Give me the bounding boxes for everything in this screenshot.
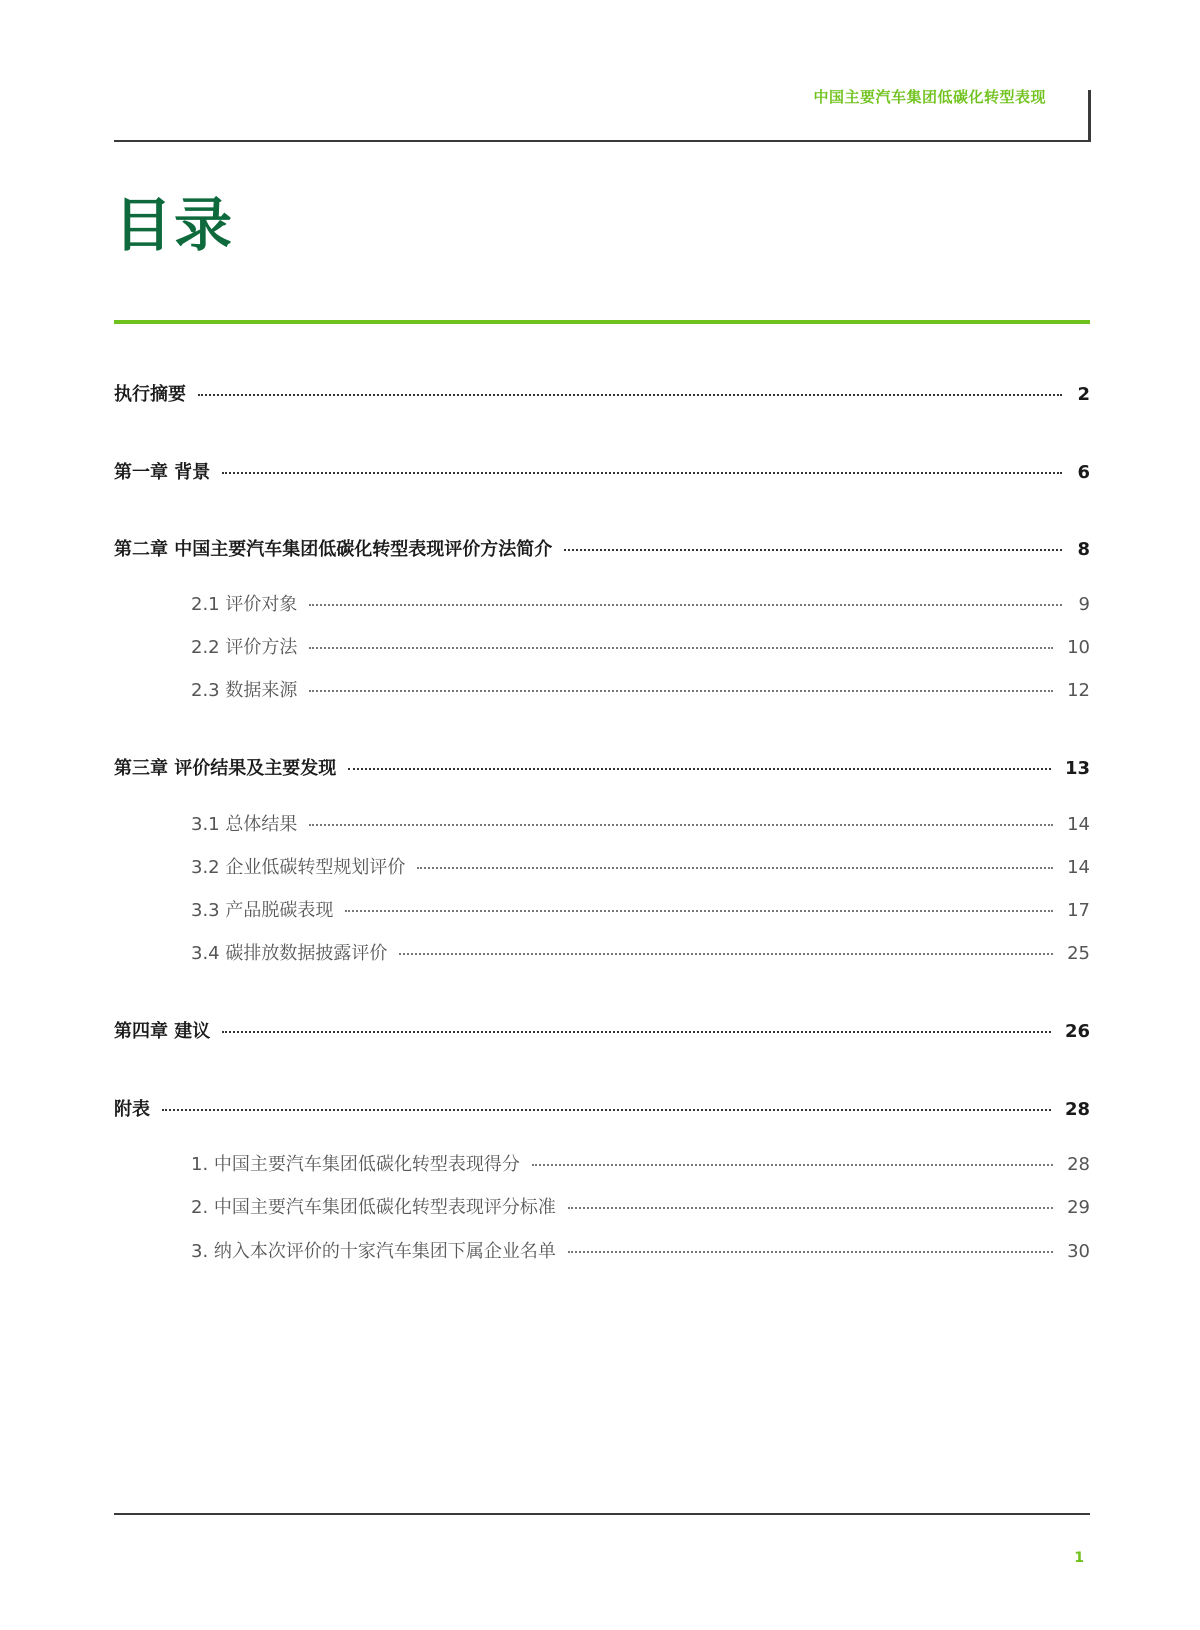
- toc-entry-label: 执行摘要: [114, 384, 186, 405]
- toc-leader-dots: [568, 1206, 1053, 1209]
- toc-entry-page: 8: [1077, 539, 1090, 560]
- toc-leader-dots: [417, 866, 1053, 869]
- toc-leader-dots: [345, 909, 1053, 912]
- toc-entry-label: 第二章 中国主要汽车集团低碳化转型表现评价方法简介: [114, 539, 553, 560]
- toc-entry-page: 2: [1077, 384, 1090, 405]
- toc-entry-executive-summary[interactable]: [114, 380, 1090, 406]
- toc-entry-label: 附表: [114, 1099, 150, 1120]
- page-title: 目录: [114, 191, 235, 259]
- toc-leader-dots: [222, 471, 1062, 474]
- toc-entry-label: 3.2 企业低碳转型规划评价: [191, 857, 406, 878]
- toc-entry-section-3-1[interactable]: [114, 810, 1090, 836]
- toc-entry-label: 第四章 建议: [114, 1021, 211, 1042]
- toc-leader-dots: [309, 603, 1062, 606]
- toc-entry-appendix[interactable]: [114, 1095, 1090, 1121]
- toc-leader-dots: [309, 646, 1053, 649]
- toc-entry-appendix-1[interactable]: [114, 1150, 1090, 1176]
- toc-entry-page: 17: [1067, 900, 1090, 921]
- toc-entry-label: 2.2 评价方法: [191, 637, 298, 658]
- toc-entry-appendix-2[interactable]: [114, 1193, 1090, 1219]
- toc-entry-label: 第三章 评价结果及主要发现: [114, 758, 337, 779]
- title-underline: [114, 320, 1090, 324]
- toc-entry-page: 9: [1078, 594, 1090, 615]
- toc-entry-label: 第一章 背景: [114, 462, 211, 483]
- toc-entry-section-2-3[interactable]: [114, 676, 1090, 702]
- toc-leader-dots: [348, 767, 1051, 770]
- header-rule: [114, 140, 1091, 142]
- toc-leader-dots: [564, 548, 1062, 551]
- toc-entry-page: 10: [1067, 637, 1090, 658]
- report-running-title: 中国主要汽车集团低碳化转型表现: [813, 88, 1046, 106]
- toc-entry-chapter-4[interactable]: [114, 1017, 1090, 1043]
- toc-entry-page: 25: [1067, 943, 1090, 964]
- toc-leader-dots: [309, 823, 1053, 826]
- toc-entry-page: 14: [1067, 857, 1090, 878]
- toc-entry-page: 6: [1077, 462, 1090, 483]
- toc-entry-section-3-2[interactable]: [114, 853, 1090, 879]
- toc-entry-label: 2.3 数据来源: [191, 680, 298, 701]
- toc-entry-page: 12: [1067, 680, 1090, 701]
- toc-entry-appendix-3[interactable]: [114, 1237, 1090, 1263]
- toc-entry-section-3-4[interactable]: [114, 939, 1090, 965]
- toc-leader-dots: [309, 689, 1053, 692]
- toc-entry-label: 3. 纳入本次评价的十家汽车集团下属企业名单: [191, 1241, 556, 1262]
- toc-entry-label: 1. 中国主要汽车集团低碳化转型表现得分: [191, 1154, 520, 1175]
- toc-entry-label: 3.3 产品脱碳表现: [191, 900, 334, 921]
- toc-entry-section-2-1[interactable]: [114, 590, 1090, 616]
- toc-entry-page: 30: [1067, 1241, 1090, 1262]
- toc-leader-dots: [198, 393, 1062, 396]
- toc-leader-dots: [162, 1108, 1051, 1111]
- toc-leader-dots: [532, 1163, 1053, 1166]
- toc-entry-page: 14: [1067, 814, 1090, 835]
- toc-entry-section-3-3[interactable]: [114, 896, 1090, 922]
- toc-entry-label: 2. 中国主要汽车集团低碳化转型表现评分标准: [191, 1197, 556, 1218]
- toc-entry-page: 13: [1064, 758, 1090, 779]
- toc-entry-page: 28: [1064, 1099, 1090, 1120]
- toc-leader-dots: [568, 1250, 1053, 1253]
- toc-entry-chapter-3[interactable]: [114, 754, 1090, 780]
- toc-leader-dots: [222, 1030, 1051, 1033]
- toc-entry-page: 28: [1067, 1154, 1090, 1175]
- toc-entry-chapter-2[interactable]: [114, 535, 1090, 561]
- toc-leader-dots: [399, 952, 1053, 955]
- toc-entry-page: 29: [1067, 1197, 1090, 1218]
- toc-entry-chapter-1[interactable]: [114, 458, 1090, 484]
- page-number: 1: [1074, 1550, 1084, 1566]
- toc-entry-page: 26: [1064, 1021, 1090, 1042]
- toc-entry-section-2-2[interactable]: [114, 633, 1090, 659]
- toc-entry-label: 3.1 总体结果: [191, 814, 298, 835]
- toc-entry-label: 2.1 评价对象: [191, 594, 298, 615]
- toc-entry-label: 3.4 碳排放数据披露评价: [191, 943, 388, 964]
- header-vertical-divider: [1088, 90, 1091, 142]
- footer-rule: [114, 1513, 1090, 1515]
